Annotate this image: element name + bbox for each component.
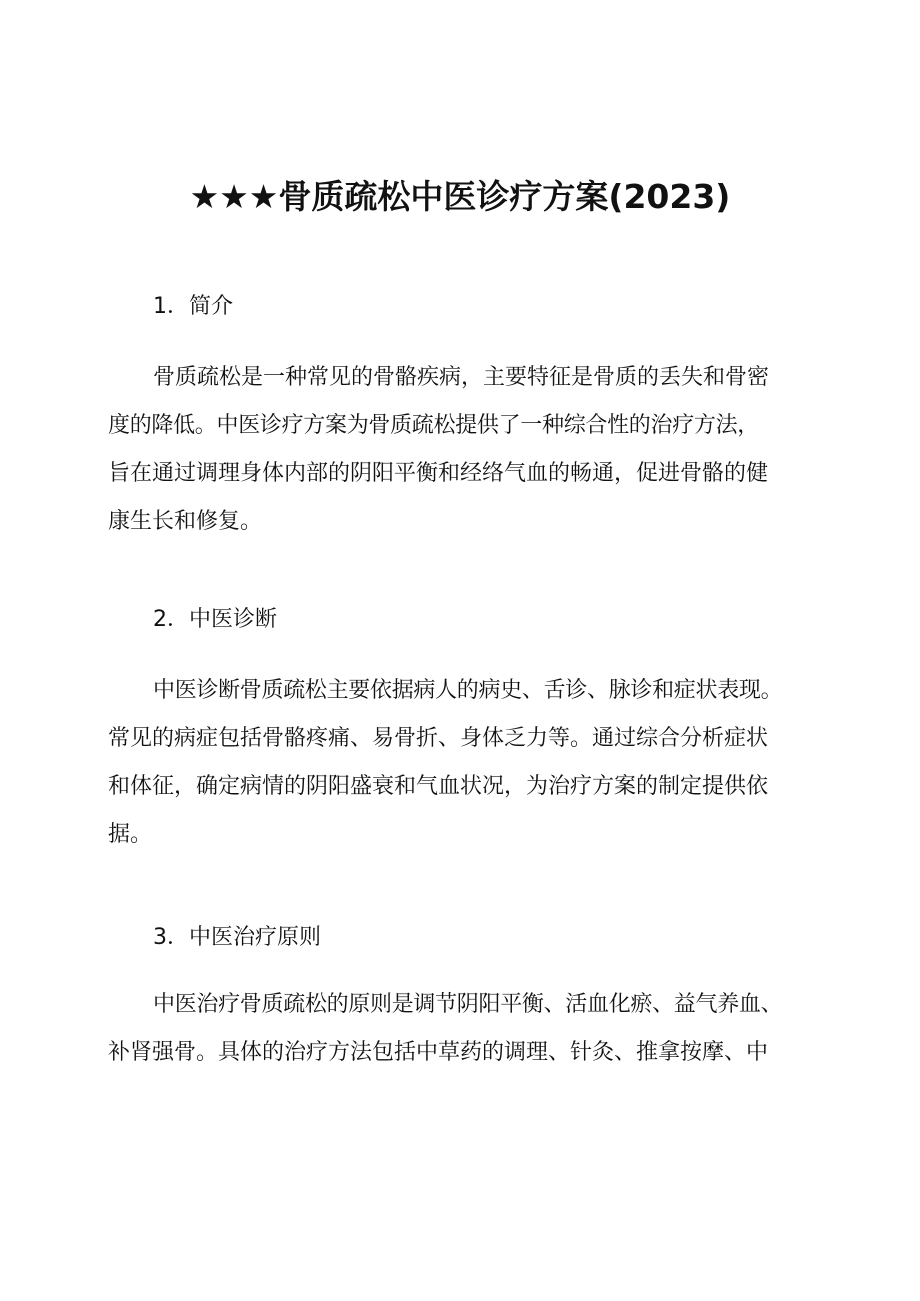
section-heading-treatment-principle: 3．中医治疗原则 — [153, 925, 321, 950]
paragraph-line: 旨在通过调理身体内部的阴阳平衡和经络气血的畅通，促进骨骼的健 — [108, 461, 769, 486]
section-paragraph-diagnosis — [108, 667, 818, 859]
document-title: ★★★骨质疏松中医诊疗方案(2023) — [189, 177, 731, 216]
paragraph-line: 据。 — [108, 822, 153, 847]
paragraph-line: 和体征，确定病情的阴阳盛衰和气血状况，为治疗方案的制定提供依 — [108, 774, 769, 799]
section-heading-intro: 1．简介 — [153, 294, 233, 319]
paragraph-line: 中医诊断骨质疏松主要依据病人的病史、舌诊、脉诊和症状表现。 — [153, 678, 783, 703]
paragraph-line: 度的降低。中医诊疗方案为骨质疏松提供了一种综合性的治疗方法， — [108, 413, 760, 438]
section-paragraph-treatment-principle — [108, 981, 818, 1077]
paragraph-line: 康生长和修复。 — [108, 509, 263, 534]
section-heading-diagnosis: 2．中医诊断 — [153, 607, 277, 632]
paragraph-line: 中医治疗骨质疏松的原则是调节阴阳平衡、活血化瘀、益气养血、 — [153, 992, 783, 1017]
paragraph-line: 骨质疏松是一种常见的骨骼疾病，主要特征是骨质的丢失和骨密 — [153, 365, 770, 390]
paragraph-line: 常见的病症包括骨骼疼痛、易骨折、身体乏力等。通过综合分析症状 — [108, 726, 769, 751]
paragraph-line: 补肾强骨。具体的治疗方法包括中草药的调理、针灸、推拿按摩、中 — [108, 1040, 769, 1065]
section-paragraph-intro — [108, 354, 818, 546]
